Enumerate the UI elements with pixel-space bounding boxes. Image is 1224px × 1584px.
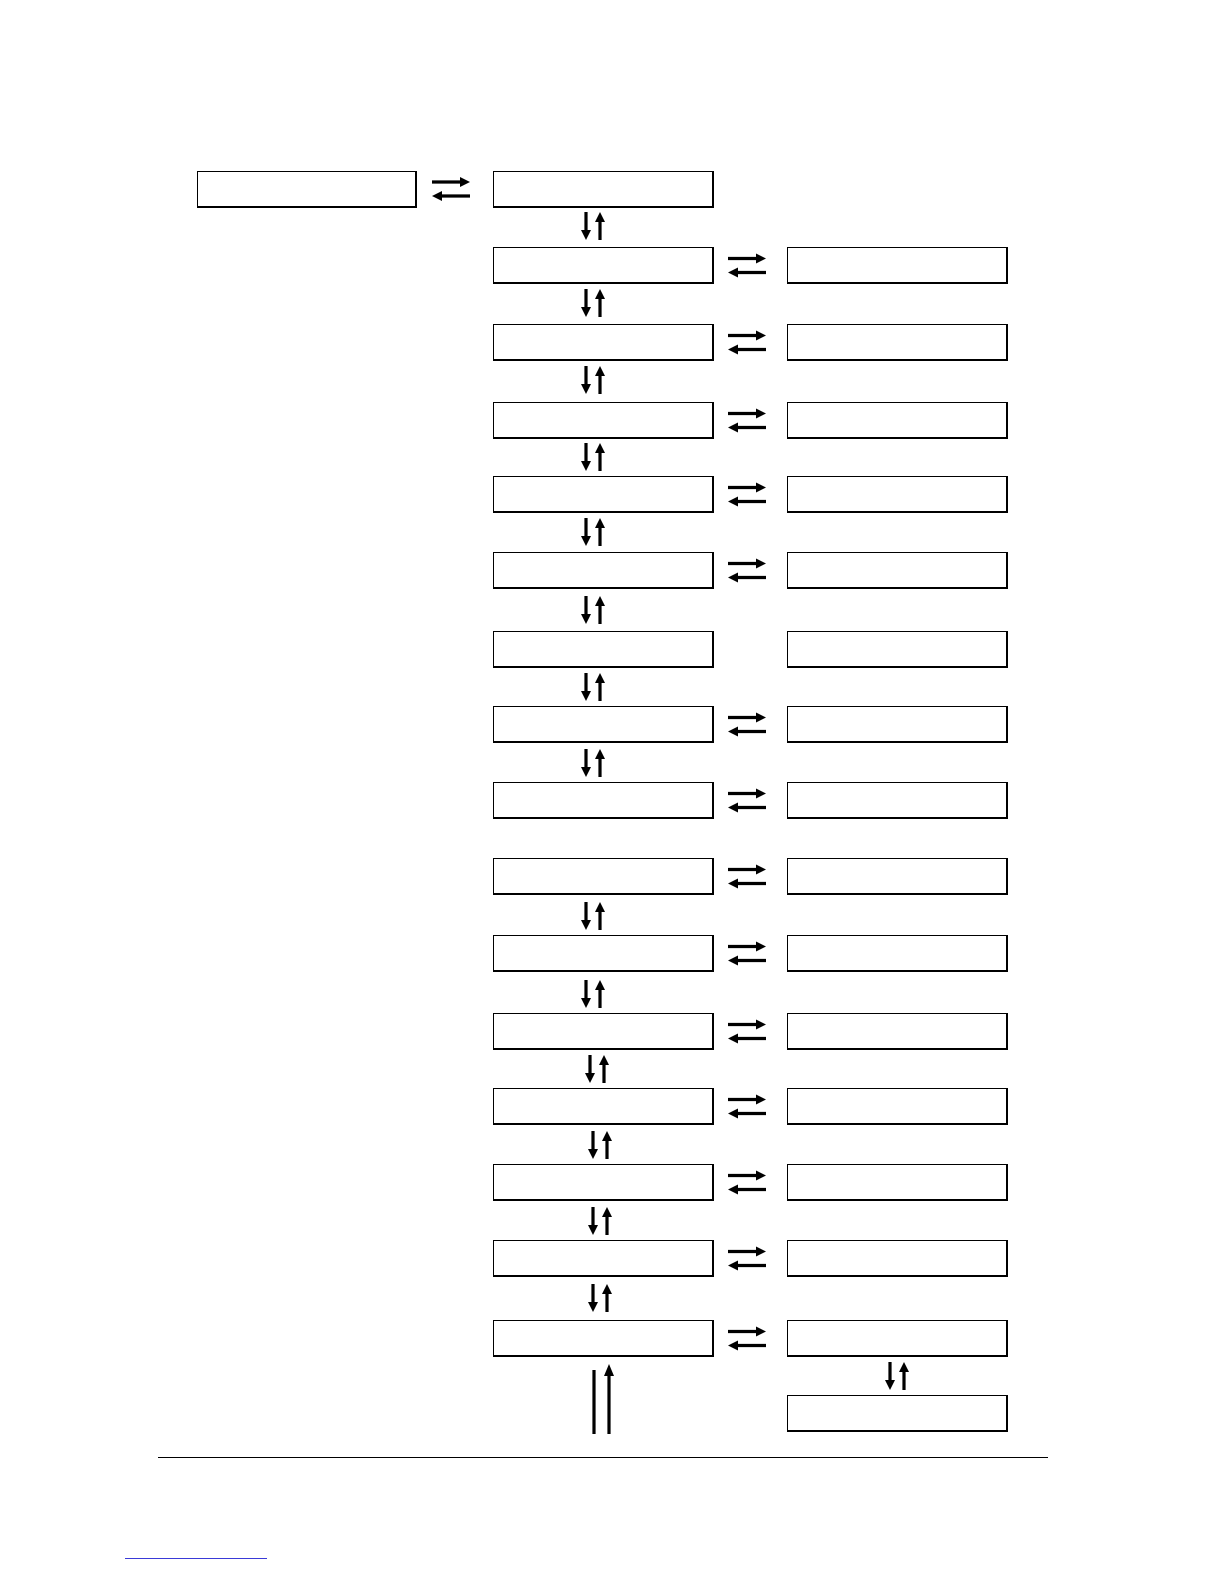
vertical-arrow-pair: [581, 518, 605, 546]
menu-item-box: [493, 631, 714, 668]
vertical-arrow-pair: [581, 443, 605, 471]
horizontal-arrow-pair: [728, 865, 766, 889]
submenu-item-box: [787, 1240, 1008, 1277]
menu-item-box: [493, 1240, 714, 1277]
vertical-arrow-pair: [588, 1207, 612, 1235]
menu-item-box: [493, 1320, 714, 1357]
footer-link-underline: [125, 1558, 267, 1559]
submenu-item-box: [787, 935, 1008, 972]
menu-item-box: [493, 324, 714, 361]
horizontal-arrow-pair: [728, 483, 766, 507]
submenu-item-box: [787, 1088, 1008, 1125]
submenu-item-box: [787, 706, 1008, 743]
menu-item-box: [493, 1164, 714, 1201]
vertical-arrow-pair: [588, 1284, 612, 1312]
horizontal-arrow-pair: [728, 409, 766, 433]
vertical-arrow-pair: [581, 673, 605, 701]
horizontal-arrow-pair: [728, 1020, 766, 1044]
horizontal-arrow-pair: [728, 713, 766, 737]
vertical-arrow-pair: [885, 1362, 909, 1390]
horizontal-arrow-pair: [728, 789, 766, 813]
menu-item-box: [493, 1013, 714, 1050]
submenu-item-box: [787, 1164, 1008, 1201]
long-return-arrow-pair: [594, 1364, 614, 1434]
horizontal-arrow-pair: [728, 1247, 766, 1271]
submenu-item-box: [787, 858, 1008, 895]
vertical-arrow-pair: [581, 212, 605, 240]
menu-head-box: [493, 171, 714, 208]
submenu-item-box: [787, 631, 1008, 668]
vertical-arrow-pair: [581, 289, 605, 317]
horizontal-arrow-pair: [728, 559, 766, 583]
menu-item-box: [493, 935, 714, 972]
vertical-arrow-pair: [581, 596, 605, 624]
menu-item-box: [493, 402, 714, 439]
submenu-item-box: [787, 402, 1008, 439]
submenu-item-box: [787, 1013, 1008, 1050]
submenu-item-box: [787, 247, 1008, 284]
horizontal-arrow-pair: [728, 1327, 766, 1351]
last-side-child-box: [787, 1395, 1008, 1432]
horizontal-arrow-pair: [728, 1171, 766, 1195]
vertical-arrow-pair: [581, 749, 605, 777]
vertical-arrow-pair: [581, 366, 605, 394]
menu-item-box: [493, 782, 714, 819]
horizontal-arrow-pair: [432, 177, 470, 201]
menu-item-box: [493, 552, 714, 589]
submenu-item-box: [787, 476, 1008, 513]
submenu-item-box: [787, 782, 1008, 819]
menu-item-box: [493, 476, 714, 513]
menu-item-box: [493, 247, 714, 284]
menu-item-box: [493, 858, 714, 895]
vertical-arrow-pair: [588, 1131, 612, 1159]
submenu-item-box: [787, 324, 1008, 361]
menu-item-box: [493, 706, 714, 743]
horizontal-arrow-pair: [728, 254, 766, 278]
horizontal-arrow-pair: [728, 1095, 766, 1119]
submenu-item-box: [787, 552, 1008, 589]
top-left-box: [197, 171, 417, 208]
horizontal-arrow-pair: [728, 942, 766, 966]
vertical-arrow-pair: [581, 980, 605, 1008]
footer-rule: [158, 1457, 1048, 1458]
horizontal-arrow-pair: [728, 331, 766, 355]
vertical-arrow-pair: [585, 1055, 609, 1083]
menu-item-box: [493, 1088, 714, 1125]
vertical-arrow-pair: [581, 902, 605, 930]
submenu-item-box: [787, 1320, 1008, 1357]
